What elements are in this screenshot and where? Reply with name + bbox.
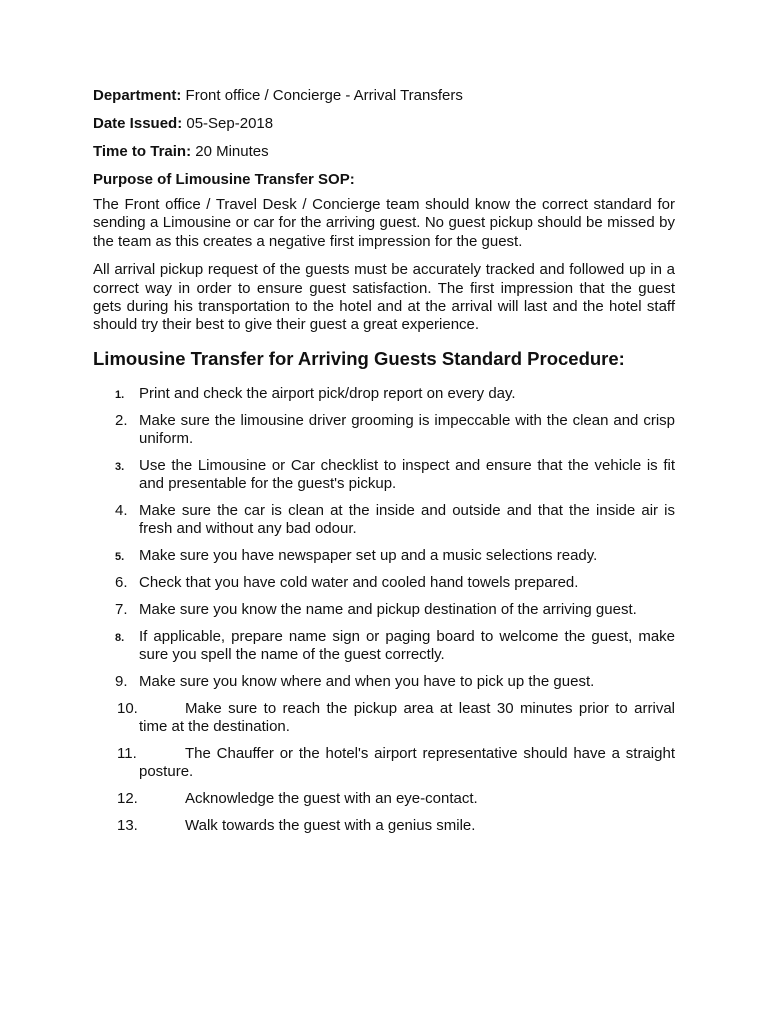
step-text: Make sure the car is clean at the inside and outside and that the inside air is fresh and without any bad odour. <box>139 502 675 538</box>
step-number: 9. <box>115 672 128 690</box>
time-to-train-line <box>93 142 675 162</box>
procedure-step <box>93 700 675 737</box>
procedure-step <box>93 673 675 691</box>
date-issued-value: 05-Sep-2018 <box>186 115 274 132</box>
procedure-step <box>93 457 675 494</box>
department-value: Front office / Concierge - Arrival Transfers <box>185 87 463 104</box>
procedure-step <box>93 628 675 665</box>
step-text: Make sure to reach the pickup area at least 30 minutes prior to arrival time at the destination. <box>139 699 675 736</box>
step-text: Make sure you know where and when you have to pick up the guest. <box>139 672 595 690</box>
step-number: 6. <box>115 574 128 592</box>
step-number: 10. <box>117 699 138 717</box>
step-text: Walk towards the guest with a genius smile. <box>185 816 476 834</box>
procedure-step <box>93 412 675 449</box>
step-number: 12. <box>117 790 138 808</box>
procedure-step <box>93 574 675 592</box>
step-text: Make sure you have newspaper set up and a music selections ready. <box>139 547 598 565</box>
procedure-step <box>93 547 675 565</box>
step-text: Make sure the limousine driver grooming is impeccable with the clean and crisp uniform. <box>139 411 675 448</box>
step-text: Print and check the airport pick/drop report on every day. <box>139 384 516 402</box>
step-text: The Chauffer or the hotel's airport representative should have a straight posture. <box>139 744 675 781</box>
procedure-step <box>93 385 675 403</box>
purpose-paragraph: The Front office / Travel Desk / Concierge team should know the correct standard for sending a Limousine or car for the arriving guest. No guest pickup should be missed by the team as this creates a negative first impression for the guest. <box>93 196 675 250</box>
time-to-train-label: Time to Train: <box>93 143 192 160</box>
step-number: 11. <box>117 744 137 762</box>
sop-document <box>93 86 675 844</box>
step-text: Make sure you know the name and pickup destination of the arriving guest. <box>139 600 637 618</box>
purpose-paragraph: All arrival pickup request of the guests must be accurately tracked and followed up in a correct way in order to ensure guest satisfaction. The first impression that the guest gets during his transportation to the hotel and at the arrival will last and the hotel staff should try their best to give their guest a great experience. <box>93 261 675 334</box>
procedure-heading: Limousine Transfer for Arriving Guests Standard Procedure: <box>93 347 625 369</box>
step-number: 2. <box>115 411 128 429</box>
step-text: Use the Limousine or Car checklist to inspect and ensure that the vehicle is fit and presentable for the guest's pickup. <box>139 456 675 493</box>
procedure-step <box>93 601 675 619</box>
step-number: 13. <box>117 816 138 834</box>
procedure-step <box>93 745 675 782</box>
purpose-heading: Purpose of Limousine Transfer SOP: <box>93 171 355 188</box>
step-text: Check that you have cold water and cooled hand towels prepared. <box>139 574 579 592</box>
procedure-step <box>93 502 675 539</box>
procedure-steps-list <box>93 385 675 835</box>
step-number: 7. <box>115 600 128 618</box>
step-number: 1. <box>115 388 125 401</box>
department-line <box>93 86 675 106</box>
time-to-train-value: 20 Minutes <box>195 143 269 160</box>
step-number: 5. <box>115 551 125 564</box>
step-number: 3. <box>115 460 125 473</box>
step-number: 4. <box>115 502 128 520</box>
step-number: 8. <box>115 631 125 644</box>
procedure-step <box>93 817 675 835</box>
step-text: Acknowledge the guest with an eye-contact. <box>185 790 478 808</box>
date-issued-label: Date Issued: <box>93 115 183 132</box>
procedure-step <box>93 790 675 808</box>
step-text: If applicable, prepare name sign or paging board to welcome the guest, make sure you spell the name of the guest correctly. <box>139 627 675 664</box>
department-label: Department: <box>93 87 182 104</box>
date-issued-line <box>93 114 675 134</box>
